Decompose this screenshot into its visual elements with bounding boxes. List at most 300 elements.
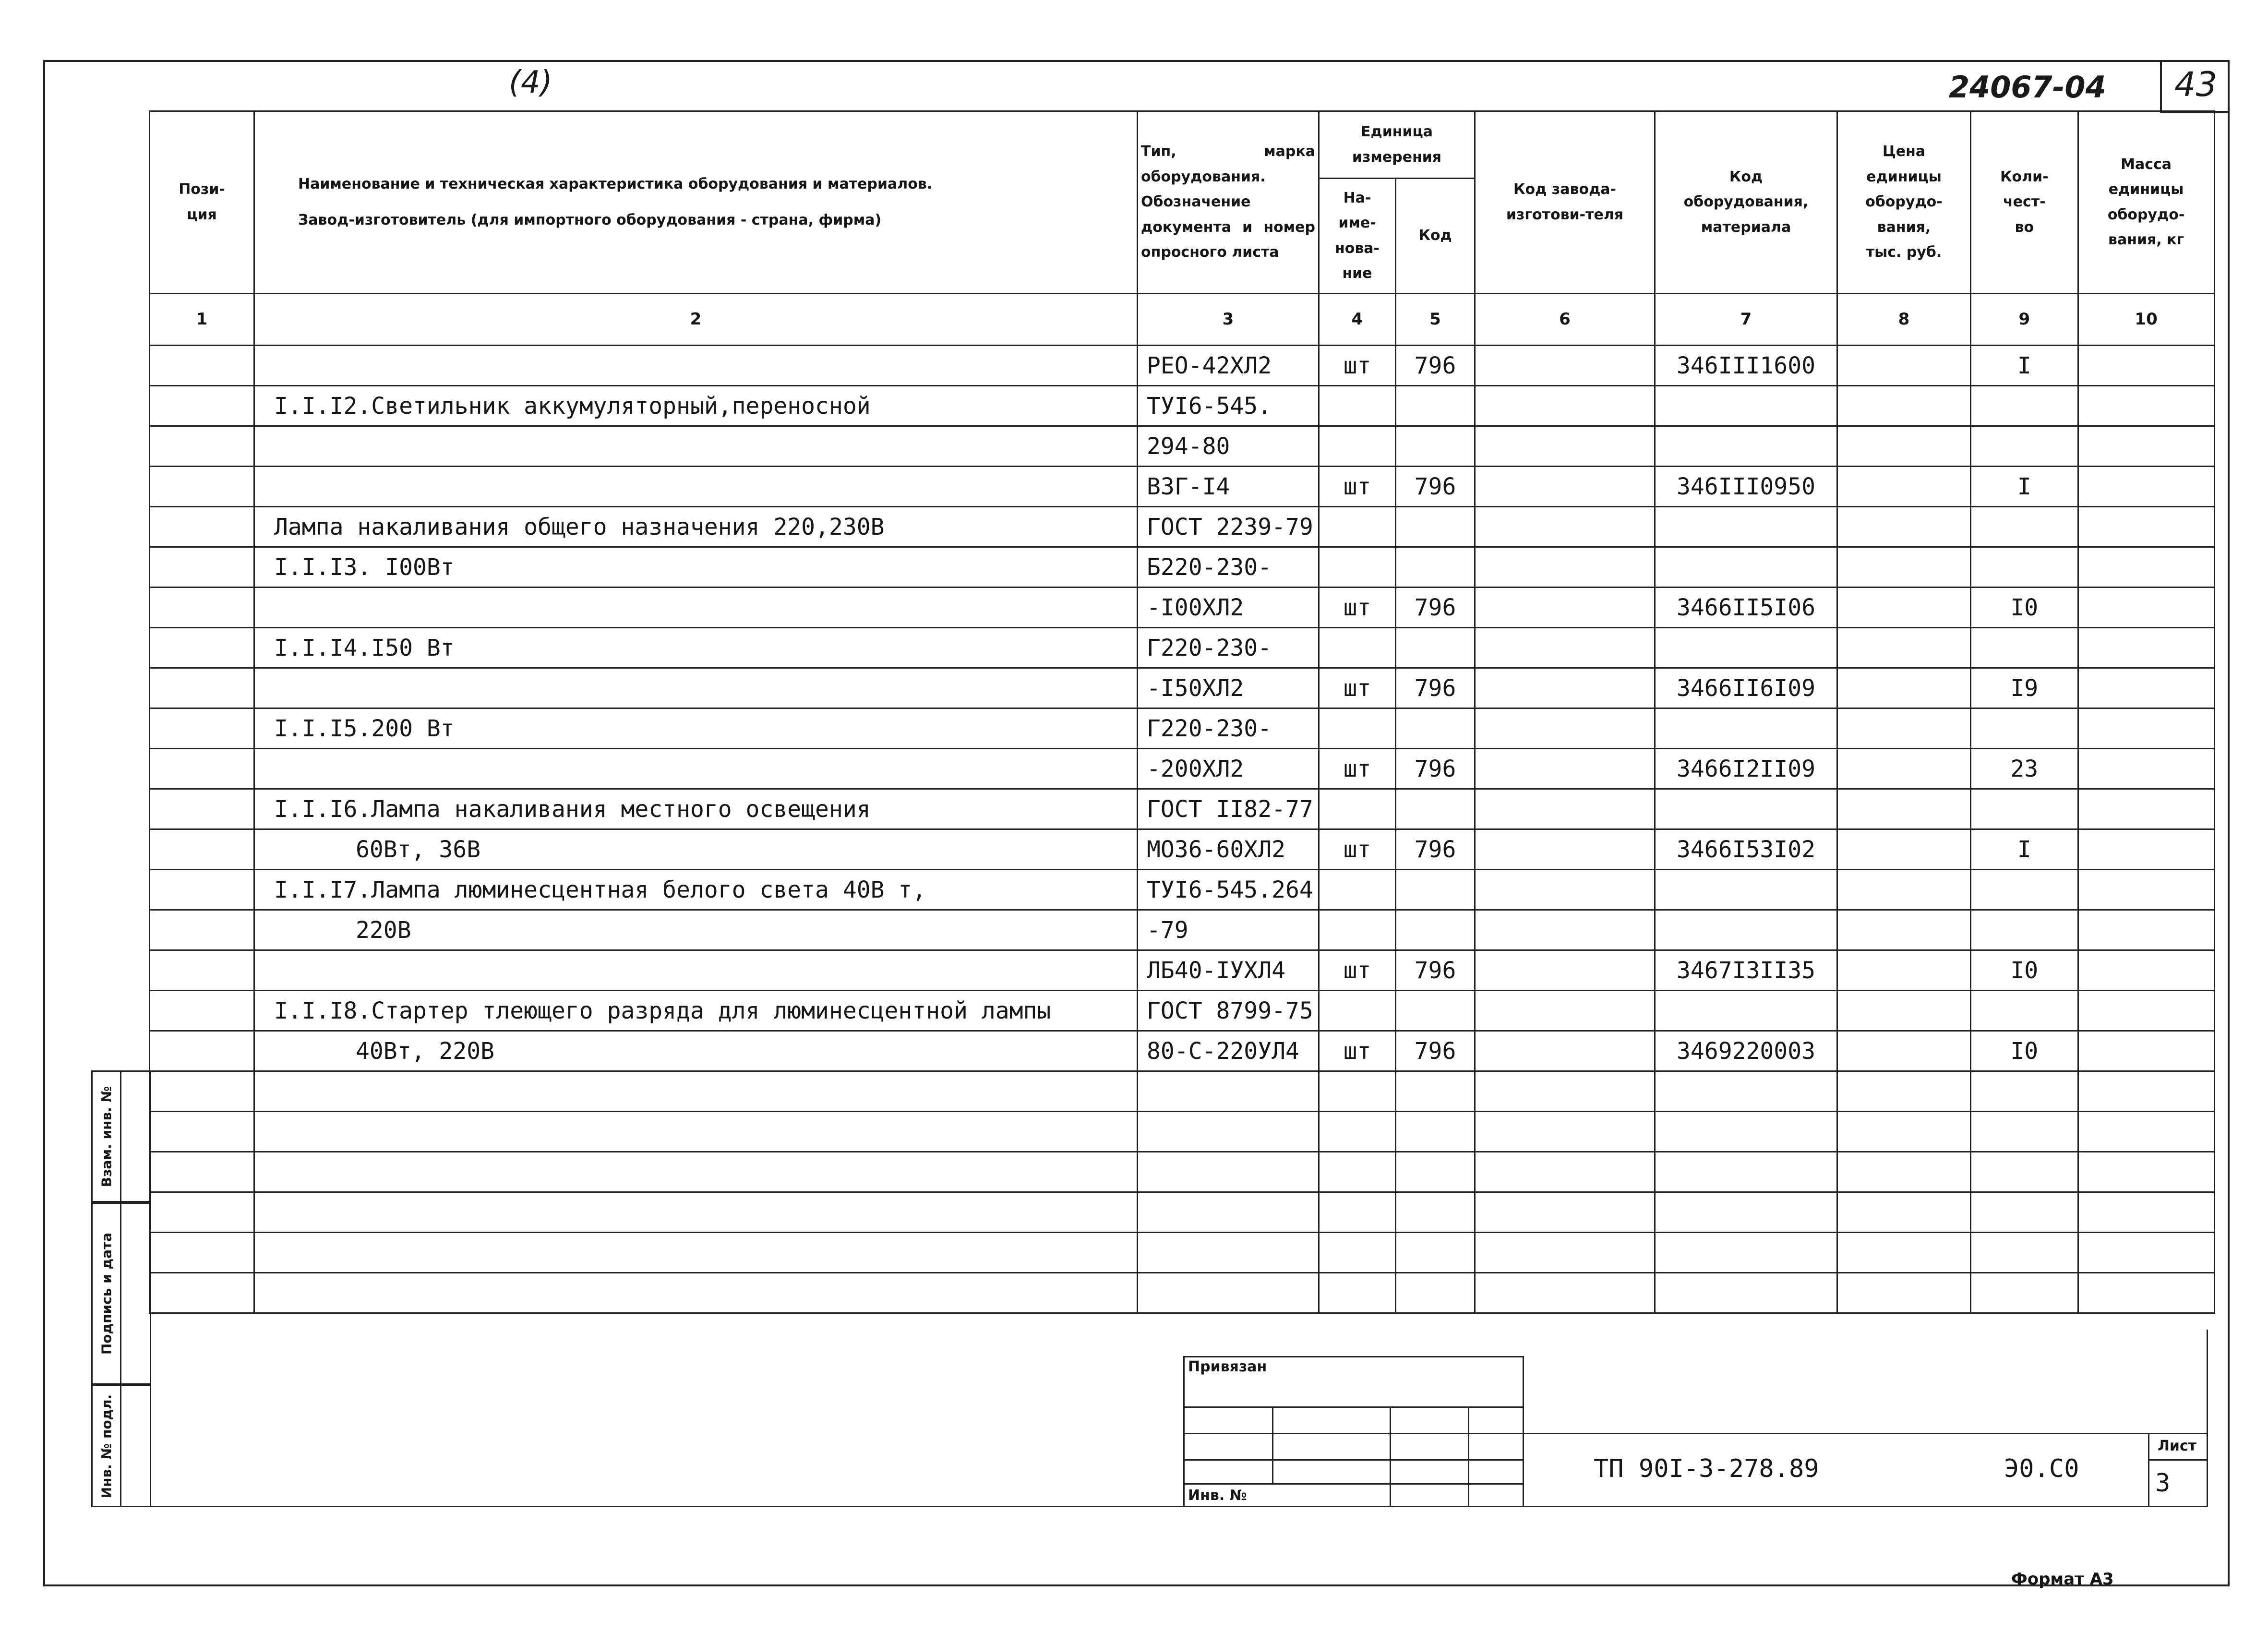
row-unit-code (1396, 708, 1475, 749)
row-manufacturer-code (1475, 588, 1655, 628)
stamp-signature-date (91, 1202, 151, 1385)
row-mass (2078, 1233, 2214, 1273)
inventory-number-label: Инв. № (1188, 1487, 1247, 1504)
row-unit-code (1396, 628, 1475, 668)
row-position (150, 588, 254, 628)
binding-stamp-divider (1183, 1433, 1524, 1434)
row-unit-code (1396, 991, 1475, 1031)
row-price (1837, 467, 1971, 507)
row-quantity (1971, 507, 2078, 547)
row-quantity (1971, 910, 2078, 950)
row-equipment-code (1655, 870, 1837, 910)
row-name (254, 346, 1138, 386)
row-equipment-code (1655, 628, 1837, 668)
column-number: 10 (2078, 294, 2214, 346)
row-position (150, 870, 254, 910)
sheet-number-divider (2148, 1459, 2208, 1461)
row-quantity (1971, 708, 2078, 749)
table-row (150, 1071, 2215, 1112)
row-unit-name (1319, 1152, 1396, 1192)
row-type: 294-80 (1138, 426, 1319, 467)
row-unit-name: шт (1319, 950, 1396, 991)
row-unit-name: шт (1319, 668, 1396, 708)
row-type: РЕО-42ХЛ2 (1138, 346, 1319, 386)
row-equipment-code: 3469220003 (1655, 1031, 1837, 1071)
header-type: Тип, марка оборудования. Обозначение документа и номер опросного листа (1138, 111, 1319, 294)
table-row (150, 1192, 2215, 1233)
table-row (150, 547, 2215, 588)
row-mass (2078, 708, 2214, 749)
row-price (1837, 1273, 1971, 1313)
row-quantity (1971, 870, 2078, 910)
row-quantity: I (1971, 829, 2078, 870)
row-equipment-code (1655, 1192, 1837, 1233)
binding-stamp-vline (1468, 1406, 1469, 1507)
row-unit-name (1319, 708, 1396, 749)
table-row (150, 749, 2215, 789)
table-row (150, 789, 2215, 829)
row-equipment-code (1655, 426, 1837, 467)
row-unit-name (1319, 1273, 1396, 1313)
row-quantity (1971, 1152, 2078, 1192)
row-unit-code: 796 (1396, 588, 1475, 628)
row-name (254, 1273, 1138, 1313)
row-unit-code: 796 (1396, 346, 1475, 386)
row-type: -200ХЛ2 (1138, 749, 1319, 789)
row-quantity: I0 (1971, 588, 2078, 628)
row-unit-name: шт (1319, 346, 1396, 386)
row-mass (2078, 507, 2214, 547)
row-price (1837, 1233, 1971, 1273)
row-type (1138, 1112, 1319, 1152)
row-price (1837, 1031, 1971, 1071)
table-row (150, 467, 2215, 507)
header-unit-mass: Масса единицы оборудо-вания, кг (2078, 111, 2214, 294)
row-position (150, 1031, 254, 1071)
row-mass (2078, 829, 2214, 870)
column-number: 9 (1971, 294, 2078, 346)
row-equipment-code (1655, 708, 1837, 749)
row-equipment-code (1655, 910, 1837, 950)
row-position (150, 829, 254, 870)
stamp-original-inventory-label: Инв. № подл. (98, 1394, 114, 1498)
row-position (150, 950, 254, 991)
row-price (1837, 588, 1971, 628)
row-mass (2078, 749, 2214, 789)
row-mass (2078, 1112, 2214, 1152)
table-row (150, 708, 2215, 749)
row-mass (2078, 628, 2214, 668)
row-position (150, 1112, 254, 1152)
row-name (254, 426, 1138, 467)
row-unit-name: шт (1319, 749, 1396, 789)
row-quantity (1971, 628, 2078, 668)
row-unit-code (1396, 1192, 1475, 1233)
row-manufacturer-code (1475, 1152, 1655, 1192)
row-type (1138, 1233, 1319, 1273)
row-type: ТУI6-545. (1138, 386, 1319, 426)
row-unit-name (1319, 547, 1396, 588)
table-row (150, 1273, 2215, 1313)
table-row (150, 1031, 2215, 1071)
table-row (150, 910, 2215, 950)
table-row (150, 870, 2215, 910)
row-quantity: 23 (1971, 749, 2078, 789)
row-position (150, 547, 254, 588)
row-equipment-code: 3467I3II35 (1655, 950, 1837, 991)
row-manufacturer-code (1475, 386, 1655, 426)
row-name: 40Вт, 220В (254, 1031, 1138, 1071)
row-unit-name (1319, 1233, 1396, 1273)
row-equipment-code: 3466II6I09 (1655, 668, 1837, 708)
row-manufacturer-code (1475, 910, 1655, 950)
row-manufacturer-code (1475, 1112, 1655, 1152)
row-name (254, 467, 1138, 507)
table-row (150, 1152, 2215, 1192)
row-manufacturer-code (1475, 1071, 1655, 1112)
table-row (150, 628, 2215, 668)
row-unit-code (1396, 1112, 1475, 1152)
row-position (150, 628, 254, 668)
table-row (150, 386, 2215, 426)
row-mass (2078, 870, 2214, 910)
row-position (150, 789, 254, 829)
row-unit-name (1319, 1071, 1396, 1112)
row-mass (2078, 1071, 2214, 1112)
row-unit-code (1396, 386, 1475, 426)
row-quantity (1971, 991, 2078, 1031)
table-body (150, 346, 2215, 1313)
row-type: Б220-230- (1138, 547, 1319, 588)
row-unit-code (1396, 1071, 1475, 1112)
column-number: 4 (1319, 294, 1396, 346)
header-quantity: Коли-чест-во (1971, 111, 2078, 294)
sheet-label: Лист (2158, 1438, 2197, 1454)
row-price (1837, 789, 1971, 829)
header-name (254, 111, 1138, 294)
row-equipment-code (1655, 1273, 1837, 1313)
row-mass (2078, 910, 2214, 950)
row-name: I.I.I5.200 Вт (254, 708, 1138, 749)
row-unit-code (1396, 547, 1475, 588)
binding-stamp-vline (1390, 1406, 1391, 1507)
row-unit-name: шт (1319, 467, 1396, 507)
row-name: I.I.I2.Светильник аккумуляторный,переносной (254, 386, 1138, 426)
row-mass (2078, 1273, 2214, 1313)
stamp-signature-date-label: Подпись и дата (98, 1232, 114, 1355)
section-number: (4) (509, 65, 552, 100)
row-manufacturer-code (1475, 749, 1655, 789)
row-unit-code (1396, 1233, 1475, 1273)
document-code: ТП 90I-3-278.89 (1594, 1454, 1819, 1483)
table-row (150, 991, 2215, 1031)
row-name (254, 1192, 1138, 1233)
row-type (1138, 1273, 1319, 1313)
row-price (1837, 1152, 1971, 1192)
column-number: 3 (1138, 294, 1319, 346)
row-type: -I50ХЛ2 (1138, 668, 1319, 708)
row-price (1837, 507, 1971, 547)
row-price (1837, 910, 1971, 950)
row-unit-code: 796 (1396, 668, 1475, 708)
row-manufacturer-code (1475, 991, 1655, 1031)
row-mass (2078, 668, 2214, 708)
row-unit-name (1319, 386, 1396, 426)
row-unit-name (1319, 870, 1396, 910)
section-code: Э0.С0 (2004, 1454, 2079, 1483)
stamp-label-box (93, 1204, 121, 1383)
row-position (150, 1152, 254, 1192)
row-price (1837, 1071, 1971, 1112)
row-position (150, 1192, 254, 1233)
row-unit-name (1319, 507, 1396, 547)
row-unit-name (1319, 789, 1396, 829)
row-unit-name (1319, 991, 1396, 1031)
row-price (1837, 870, 1971, 910)
row-position (150, 346, 254, 386)
binding-stamp-divider (1183, 1483, 1524, 1485)
row-name (254, 1233, 1138, 1273)
row-quantity: I (1971, 346, 2078, 386)
row-type: Г220-230- (1138, 708, 1319, 749)
stamp-replace-inventory-label: Взам. инв. № (98, 1086, 114, 1187)
column-number: 7 (1655, 294, 1837, 346)
row-manufacturer-code (1475, 346, 1655, 386)
row-name (254, 950, 1138, 991)
row-name: Лампа накаливания общего назначения 220,230В (254, 507, 1138, 547)
stamp-label-box (93, 1072, 121, 1201)
row-unit-name (1319, 426, 1396, 467)
header-unit-price: Цена единицы оборудо-вания, тыс. руб. (1837, 111, 1971, 294)
row-mass (2078, 467, 2214, 507)
row-type (1138, 1071, 1319, 1112)
row-name (254, 749, 1138, 789)
row-equipment-code: 3466I2II09 (1655, 749, 1837, 789)
row-position (150, 467, 254, 507)
row-quantity (1971, 1071, 2078, 1112)
row-price (1837, 628, 1971, 668)
header-name-line2: Завод-изготовитель (для импортного оборудования - страна, фирма) (298, 211, 882, 228)
row-mass (2078, 386, 2214, 426)
row-price (1837, 991, 1971, 1031)
row-price (1837, 426, 1971, 467)
row-equipment-code: 3466I53I02 (1655, 829, 1837, 870)
row-unit-code: 796 (1396, 829, 1475, 870)
row-type: 80-С-220УЛ4 (1138, 1031, 1319, 1071)
row-equipment-code (1655, 1112, 1837, 1152)
row-mass (2078, 588, 2214, 628)
row-name (254, 1112, 1138, 1152)
row-manufacturer-code (1475, 426, 1655, 467)
row-unit-name: шт (1319, 829, 1396, 870)
row-manufacturer-code (1475, 1273, 1655, 1313)
row-price (1837, 1112, 1971, 1152)
row-manufacturer-code (1475, 1233, 1655, 1273)
row-manufacturer-code (1475, 870, 1655, 910)
row-quantity: I0 (1971, 950, 2078, 991)
row-unit-code (1396, 1152, 1475, 1192)
row-equipment-code (1655, 789, 1837, 829)
row-price (1837, 749, 1971, 789)
column-number: 6 (1475, 294, 1655, 346)
bound-label: Привязан (1188, 1358, 1267, 1375)
row-equipment-code (1655, 547, 1837, 588)
row-position (150, 1071, 254, 1112)
table-row (150, 1112, 2215, 1152)
column-number: 5 (1396, 294, 1475, 346)
row-price (1837, 1192, 1971, 1233)
equipment-specification-table (149, 110, 2215, 1314)
header-unit-name: На-име-нова-ние (1319, 179, 1396, 294)
stamp-original-inventory (91, 1385, 151, 1507)
row-unit-code (1396, 426, 1475, 467)
row-type: ГОСТ II82-77 (1138, 789, 1319, 829)
binding-stamp-vline (1272, 1406, 1273, 1483)
table-row (150, 588, 2215, 628)
header-position: Пози-ция (150, 111, 254, 294)
header-name-line1: Наименование и техническая характеристика оборудования и материалов. (298, 176, 933, 192)
row-unit-code: 796 (1396, 467, 1475, 507)
row-type (1138, 1192, 1319, 1233)
row-unit-name (1319, 1112, 1396, 1152)
row-manufacturer-code (1475, 467, 1655, 507)
row-position (150, 1233, 254, 1273)
row-manufacturer-code (1475, 628, 1655, 668)
row-equipment-code (1655, 1152, 1837, 1192)
row-position (150, 991, 254, 1031)
column-number: 1 (150, 294, 254, 346)
row-type: ГОСТ 8799-75 (1138, 991, 1319, 1031)
row-mass (2078, 426, 2214, 467)
row-type: ТУI6-545.264 (1138, 870, 1319, 910)
header-manufacturer-code: Код завода-изготови-теля (1475, 111, 1655, 294)
row-type: МО36-60ХЛ2 (1138, 829, 1319, 870)
header-equipment-code: Код оборудования, материала (1655, 111, 1837, 294)
row-manufacturer-code (1475, 668, 1655, 708)
row-unit-code (1396, 870, 1475, 910)
row-unit-name (1319, 1192, 1396, 1233)
row-price (1837, 547, 1971, 588)
row-price (1837, 708, 1971, 749)
format-label: Формат А3 (2011, 1570, 2114, 1589)
row-name: I.I.I7.Лампа люминесцентная белого света 40В т, (254, 870, 1138, 910)
row-name: I.I.I3. I00Вт (254, 547, 1138, 588)
stamp-label-box (93, 1386, 121, 1506)
row-type: Г220-230- (1138, 628, 1319, 668)
binding-stamp-divider (1183, 1459, 1524, 1461)
row-quantity (1971, 1192, 2078, 1233)
table-row (150, 1233, 2215, 1273)
row-manufacturer-code (1475, 547, 1655, 588)
row-position (150, 910, 254, 950)
row-quantity (1971, 1112, 2078, 1152)
row-position (150, 668, 254, 708)
row-type: -I00ХЛ2 (1138, 588, 1319, 628)
row-price (1837, 950, 1971, 991)
row-equipment-code: 346III0950 (1655, 467, 1837, 507)
row-position (150, 426, 254, 467)
row-name: I.I.I4.I50 Вт (254, 628, 1138, 668)
row-quantity (1971, 1233, 2078, 1273)
row-name (254, 668, 1138, 708)
row-mass (2078, 346, 2214, 386)
row-name (254, 1071, 1138, 1112)
row-unit-code (1396, 789, 1475, 829)
row-quantity: I9 (1971, 668, 2078, 708)
row-mass (2078, 950, 2214, 991)
table-row (150, 346, 2215, 386)
row-unit-code: 796 (1396, 749, 1475, 789)
row-type: -79 (1138, 910, 1319, 950)
row-equipment-code (1655, 386, 1837, 426)
row-mass (2078, 1031, 2214, 1071)
row-equipment-code: 3466II5I06 (1655, 588, 1837, 628)
row-unit-code (1396, 507, 1475, 547)
row-type: ГОСТ 2239-79 (1138, 507, 1319, 547)
row-unit-code: 796 (1396, 950, 1475, 991)
row-mass (2078, 1152, 2214, 1192)
row-unit-code (1396, 910, 1475, 950)
row-type: ВЗГ-I4 (1138, 467, 1319, 507)
row-manufacturer-code (1475, 507, 1655, 547)
row-name: 60Вт, 36В (254, 829, 1138, 870)
row-equipment-code (1655, 507, 1837, 547)
row-quantity (1971, 386, 2078, 426)
row-type (1138, 1152, 1319, 1192)
row-manufacturer-code (1475, 1192, 1655, 1233)
row-mass (2078, 789, 2214, 829)
row-equipment-code (1655, 1233, 1837, 1273)
row-position (150, 507, 254, 547)
table-row (150, 829, 2215, 870)
row-unit-name: шт (1319, 1031, 1396, 1071)
binding-stamp-divider (1183, 1406, 1524, 1408)
column-number: 8 (1837, 294, 1971, 346)
row-mass (2078, 547, 2214, 588)
row-name: I.I.I8.Стартер тлеющего разряда для люминесцентной лампы (254, 991, 1138, 1031)
table-row (150, 426, 2215, 467)
header-unit-group: Единица измерения (1319, 111, 1475, 179)
row-equipment-code (1655, 991, 1837, 1031)
row-name (254, 1152, 1138, 1192)
row-manufacturer-code (1475, 708, 1655, 749)
row-unit-name (1319, 910, 1396, 950)
column-number: 2 (254, 294, 1138, 346)
row-price (1837, 668, 1971, 708)
row-position (150, 386, 254, 426)
row-unit-code: 796 (1396, 1031, 1475, 1071)
row-name: 220В (254, 910, 1138, 950)
title-block-topline (1524, 1433, 2208, 1434)
row-quantity (1971, 1273, 2078, 1313)
row-manufacturer-code (1475, 950, 1655, 991)
row-name (254, 588, 1138, 628)
row-unit-code (1396, 1273, 1475, 1313)
page-number: 43 (2174, 65, 2218, 104)
row-position (150, 708, 254, 749)
row-manufacturer-code (1475, 789, 1655, 829)
row-position (150, 749, 254, 789)
stamp-replace-inventory (91, 1070, 151, 1202)
sheet-number: 3 (2155, 1469, 2171, 1498)
row-name: I.I.I6.Лампа накаливания местного освещения (254, 789, 1138, 829)
row-quantity (1971, 547, 2078, 588)
table-row (150, 507, 2215, 547)
row-unit-name: шт (1319, 588, 1396, 628)
row-price (1837, 346, 1971, 386)
row-quantity: I (1971, 467, 2078, 507)
main-stamp-frame (150, 1330, 2208, 1507)
